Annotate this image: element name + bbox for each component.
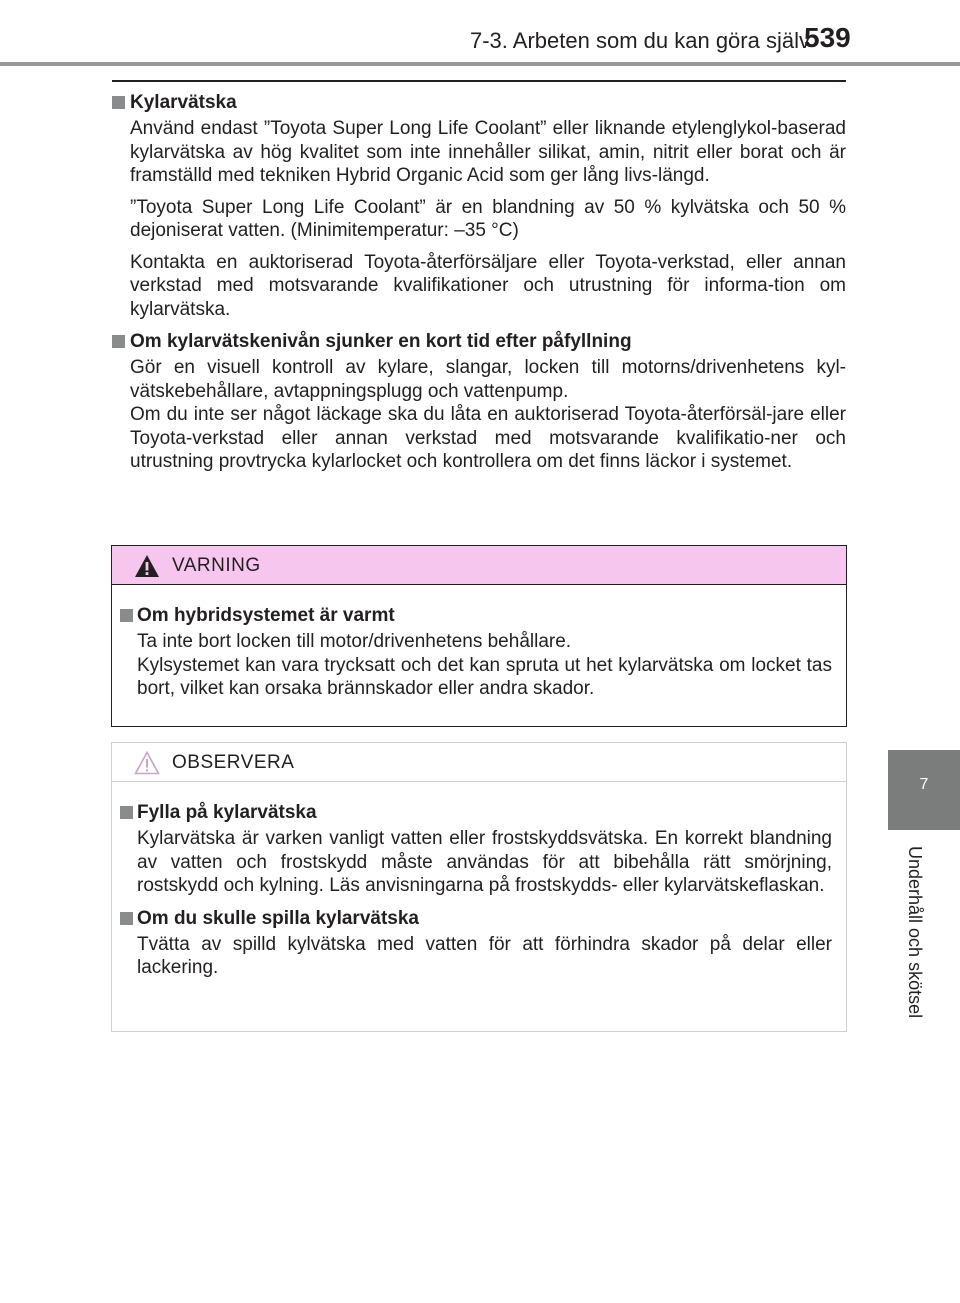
note-item-heading: [112, 906, 832, 931]
chapter-tab: [888, 750, 960, 830]
warning-item-heading-text: Om hybridsystemet är varmt: [137, 605, 395, 626]
section-heading: [110, 90, 846, 115]
paragraph: Kylsystemet kan vara trycksatt och det kan spruta ut het kylarvätska om locket tas bort, vilket kan orsaka brännskador eller andra skador.: [137, 654, 832, 699]
note-item-heading: [112, 800, 832, 825]
paragraph: Ta inte bort locken till motor/drivenhetens behållare.: [137, 631, 572, 652]
note-box-title: OBSERVERA: [172, 752, 295, 773]
warning-box: [111, 545, 847, 727]
square-bullet-icon: [120, 912, 133, 925]
square-bullet-icon: [112, 335, 125, 348]
section-kylarvatska: [110, 90, 846, 321]
square-bullet-icon: [112, 96, 125, 109]
paragraph: Gör en visuell kontroll av kylare, slangar, locken till motorns/drivenhetens kyl-vätskebehållare, avtappningsplugg och vattenpump.: [130, 357, 846, 402]
warning-box-title: VARNING: [172, 555, 261, 576]
warning-box-body: [112, 585, 846, 701]
main-content: [110, 90, 846, 482]
chapter-tab-number: 7: [919, 776, 929, 793]
caution-triangle-icon: [134, 751, 160, 775]
header-divider: [0, 62, 960, 66]
paragraph: Kylarvätska är varken vanligt vatten eller frostskyddsvätska. En korrekt blandning av vatten och frostskydd måste användas för att bibehålla rätt smörjning, rostskydd och kylning. Läs anvisningarna på frostskydds- eller kylarvätskeflaskan.: [137, 828, 832, 896]
note-item-heading-text: Fylla på kylarvätska: [137, 802, 317, 823]
paragraph: Kontakta en auktoriserad Toyota-återförsäljare eller Toyota-verkstad, eller annan verkstad med motsvarande kvalifikationer och utrustning för informa-tion om kylarvätska.: [130, 251, 846, 320]
warning-box-header: [112, 546, 846, 585]
note-box: [111, 742, 847, 1032]
section-heading: [110, 329, 846, 354]
note-box-body: [112, 782, 846, 980]
content-top-rule: [112, 80, 846, 82]
warning-item-heading: [112, 603, 832, 628]
square-bullet-icon: [120, 806, 133, 819]
paragraph: Använd endast ”Toyota Super Long Life Coolant” eller liknande etylenglykol-baserad kylarvätska av hög kvalitet som inte innehåller silikat, amin, nitrit eller borat och är framställd med tekniken Hybrid Organic Acid som ger lång livs-längd.: [130, 118, 846, 186]
paragraph: Tvätta av spilld kylvätska med vatten för att förhindra skador på delar eller lackering.: [137, 933, 832, 978]
section-heading-text: Om kylarvätskenivån sjunker en kort tid efter påfyllning: [130, 331, 632, 352]
square-bullet-icon: [120, 609, 133, 622]
chapter-tab-label: Underhåll och skötsel: [905, 846, 925, 1019]
note-box-header: [112, 743, 846, 782]
paragraph: Om du inte ser något läckage ska du låta en auktoriserad Toyota-återförsäl-jare eller Toyota-verkstad eller annan verkstad med motsvarande kvalifikatio-ner och utrustning provtrycka kylarlocket och kontrollera om det finns läckor i systemet.: [130, 404, 846, 472]
section-heading-text: Kylarvätska: [130, 92, 237, 113]
section-level-drop: [110, 329, 846, 474]
chapter-title: 7-3. Arbeten som du kan göra själv: [470, 28, 810, 53]
warning-triangle-icon: [134, 554, 160, 578]
page-header: [0, 0, 960, 62]
page-number: 539: [804, 22, 851, 53]
paragraph: ”Toyota Super Long Life Coolant” är en blandning av 50 % kylvätska och 50 % dejoniserat vatten. (Minimitemperatur: –35 °C): [130, 196, 846, 241]
note-item-heading-text: Om du skulle spilla kylarvätska: [137, 907, 419, 929]
